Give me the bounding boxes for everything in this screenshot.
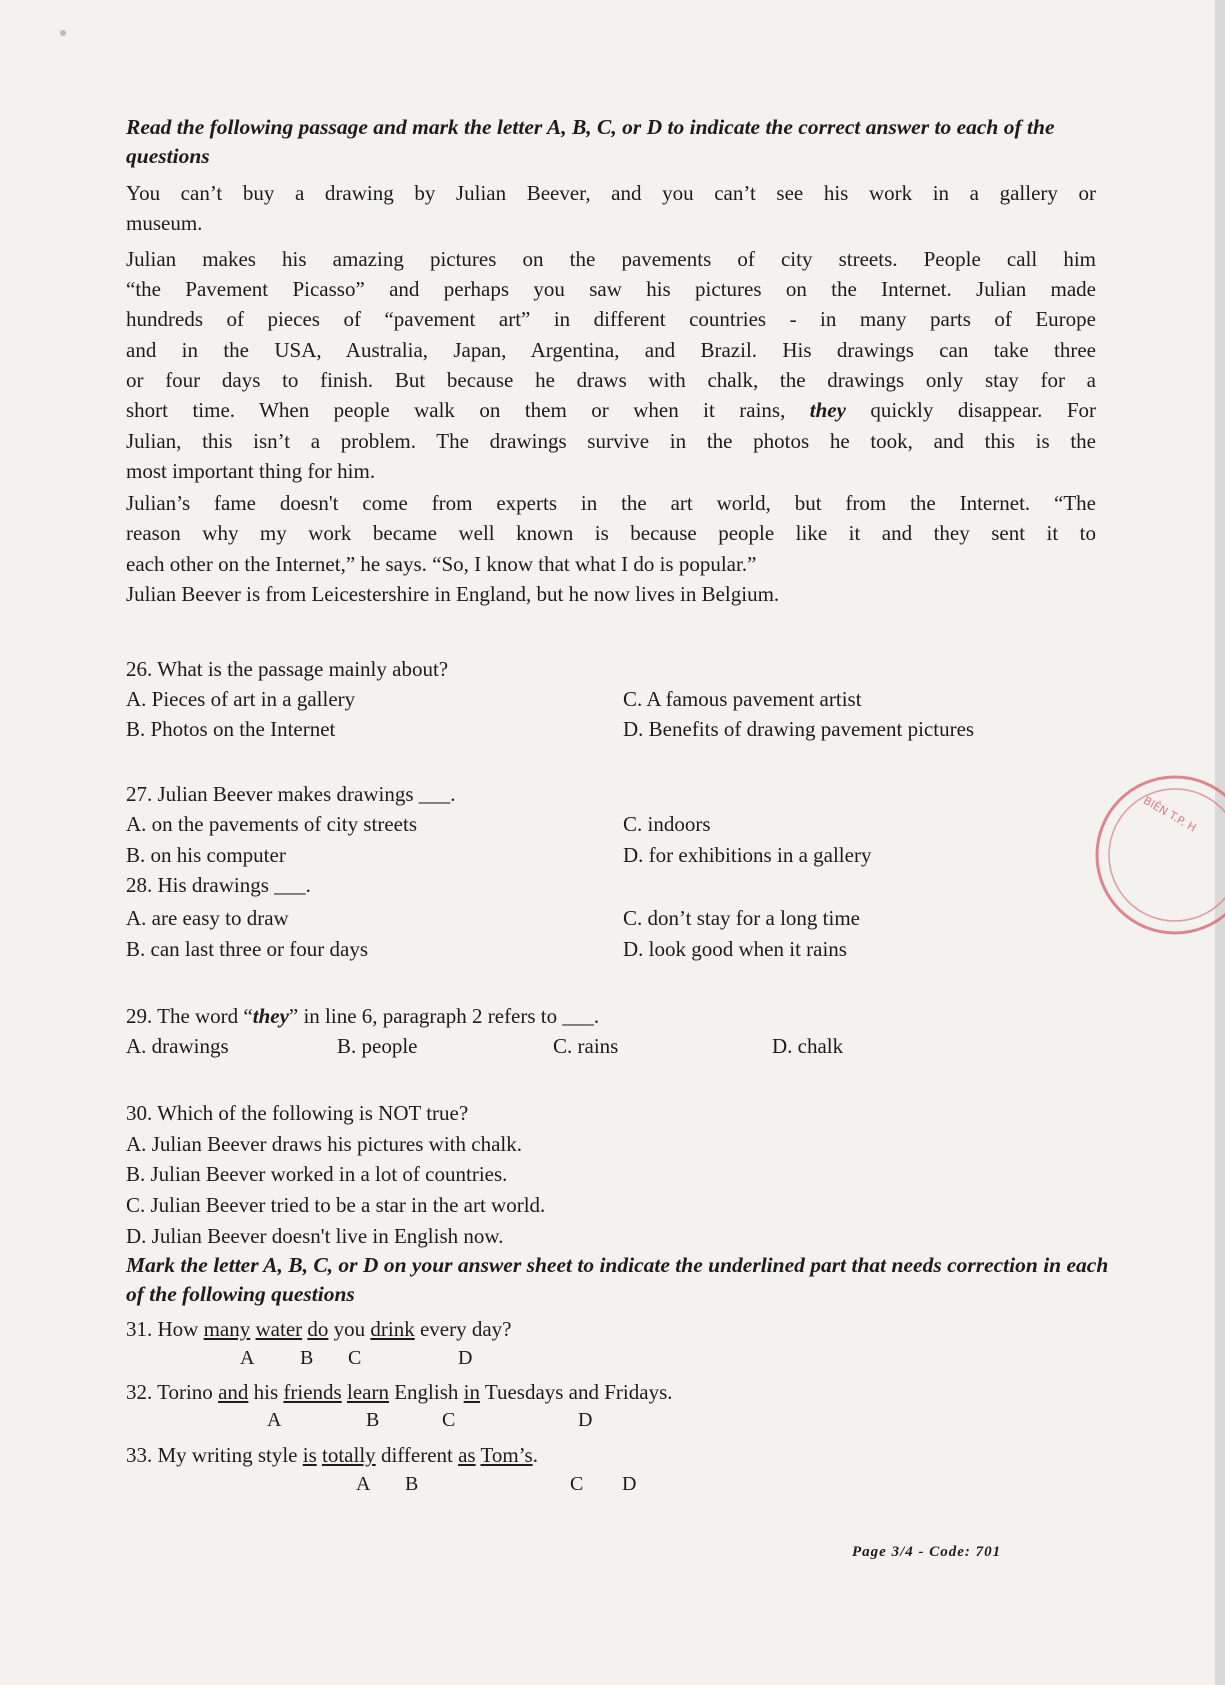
q32-text: 32. Torino: [126, 1380, 219, 1404]
q31-part-a[interactable]: many: [203, 1317, 251, 1341]
q28-option-a[interactable]: A. are easy to draw: [126, 906, 289, 930]
q33-part-b[interactable]: totally: [322, 1443, 376, 1467]
red-stamp: [1090, 770, 1225, 940]
q32-label-c: C: [442, 1409, 456, 1431]
q32-label-d: D: [578, 1409, 593, 1431]
q29-they-word: they: [252, 1004, 289, 1028]
q31-part-c[interactable]: do: [307, 1317, 329, 1341]
q33-label-b: B: [405, 1473, 419, 1495]
q30-option-b[interactable]: B. Julian Beever worked in a lot of countries.: [126, 1162, 508, 1186]
q33-part-c[interactable]: as: [458, 1443, 476, 1467]
page-footer: Page 3/4 - Code: 701: [852, 1544, 1002, 1560]
q27-option-a[interactable]: A. on the pavements of city streets: [126, 812, 418, 836]
q31-sentence: [126, 1315, 512, 1343]
q27-option-b[interactable]: B. on his computer: [126, 843, 286, 867]
q33-part-a[interactable]: is: [302, 1443, 317, 1467]
q27-option-d[interactable]: D. for exhibitions in a gallery: [623, 843, 872, 867]
q29-stem-text: 29. The word “: [126, 1004, 253, 1028]
q29-option-c[interactable]: C. rains: [553, 1034, 619, 1058]
q31-label-c: C: [348, 1347, 362, 1369]
scan-smudge: [60, 30, 66, 36]
q26-stem: 26. What is the passage mainly about?: [126, 657, 449, 681]
q29-option-d[interactable]: D. chalk: [772, 1034, 844, 1058]
q30-option-d[interactable]: D. Julian Beever doesn't live in English now.: [126, 1224, 504, 1248]
q26-option-b[interactable]: B. Photos on the Internet: [126, 717, 336, 741]
q33-text: 33. My writing style: [126, 1443, 303, 1467]
q30-option-c[interactable]: C. Julian Beever tried to be a star in the art world.: [126, 1193, 546, 1217]
q29-option-a[interactable]: A. drawings: [126, 1034, 229, 1058]
q31-text: 31. How: [126, 1317, 204, 1341]
passage-line: “the Pavement Picasso” and perhaps you saw his pictures on the Internet. Julian made: [126, 277, 1096, 301]
q28-option-d[interactable]: D. look good when it rains: [623, 937, 847, 961]
q26-option-c[interactable]: C. A famous pavement artist: [623, 687, 862, 711]
q26-option-a[interactable]: A. Pieces of art in a gallery: [126, 687, 356, 711]
q27-option-c[interactable]: C. indoors: [623, 812, 711, 836]
q32-part-b[interactable]: friends: [283, 1380, 342, 1404]
q32-text: Tuesdays and Fridays.: [479, 1380, 673, 1404]
passage-line: hundreds of pieces of “pavement art” in different countries - in many parts of Europe: [126, 307, 1096, 331]
they-word: they: [809, 398, 846, 422]
q32-label-a: A: [267, 1409, 282, 1431]
q31-text: every day?: [414, 1317, 512, 1341]
passage-line: or four days to finish. But because he draws with chalk, the drawings only stay for a: [126, 368, 1096, 392]
q33-sentence: [126, 1441, 538, 1469]
passage-line: most important thing for him.: [126, 459, 376, 483]
passage-line: and in the USA, Australia, Japan, Argentina, and Brazil. His drawings can take three: [126, 338, 1096, 362]
q28-option-b[interactable]: B. can last three or four days: [126, 937, 369, 961]
q30-option-a[interactable]: A. Julian Beever draws his pictures with chalk.: [126, 1132, 522, 1156]
passage-line: Julian Beever is from Leicestershire in England, but he now lives in Belgium.: [126, 582, 780, 606]
q33-text: different: [375, 1443, 459, 1467]
passage-line: reason why my work became well known is because people like it and they sent it to: [126, 521, 1096, 545]
passage-line: each other on the Internet,” he says. “So, I know that what I do is popular.”: [126, 552, 757, 576]
q32-sentence: [126, 1378, 673, 1406]
q33-label-d: D: [622, 1473, 637, 1495]
q31-label-b: B: [300, 1347, 314, 1369]
q29-option-b[interactable]: B. people: [337, 1034, 418, 1058]
q31-label-a: A: [240, 1347, 255, 1369]
q33-label-c: C: [570, 1473, 584, 1495]
q28-stem: 28. His drawings ___.: [126, 873, 311, 897]
q32-part-d[interactable]: in: [463, 1380, 480, 1404]
stamp-text: BIÊN T.P. H: [1141, 794, 1199, 835]
passage-line: Julian makes his amazing pictures on the pavements of city streets. People call him: [126, 247, 1096, 271]
q27-stem: 27. Julian Beever makes drawings ___.: [126, 782, 456, 806]
q26-option-d[interactable]: D. Benefits of drawing pavement pictures: [623, 717, 975, 741]
q33-text: .: [532, 1443, 538, 1467]
passage-text: quickly disappear. For: [870, 398, 1097, 422]
q31-part-b[interactable]: water: [255, 1317, 303, 1341]
q29-stem-text: ” in line 6, paragraph 2 refers to ___.: [288, 1004, 600, 1028]
passage-line: museum.: [126, 211, 203, 235]
q32-text: his: [248, 1380, 284, 1404]
q28-option-c[interactable]: C. don’t stay for a long time: [623, 906, 860, 930]
passage-line: Julian’s fame doesn't come from experts in the art world, but from the Internet. “The: [126, 491, 1096, 515]
q31-part-d[interactable]: drink: [370, 1317, 415, 1341]
reading-instruction: Read the following passage and mark the letter A, B, C, or D to indicate the correct answer to each of the questions: [126, 115, 1055, 168]
q32-part-c[interactable]: learn: [346, 1380, 389, 1404]
passage-line: You can’t buy a drawing by Julian Beever, and you can’t see his work in a gallery or: [126, 181, 1096, 205]
q31-label-d: D: [458, 1347, 473, 1369]
q29-stem: [126, 1002, 599, 1030]
passage-line: Julian, this isn’t a problem. The drawings survive in the photos he took, and this is the: [126, 429, 1096, 453]
q33-label-a: A: [356, 1473, 371, 1495]
q30-stem: 30. Which of the following is NOT true?: [126, 1101, 469, 1125]
passage-line-they: [126, 396, 1096, 424]
q32-part-a[interactable]: and: [218, 1380, 249, 1404]
error-id-instruction: Mark the letter A, B, C, or D on your answer sheet to indicate the underlined part that needs correction in each of the following questions: [126, 1253, 1109, 1306]
q32-label-b: B: [366, 1409, 380, 1431]
q31-text: you: [328, 1317, 371, 1341]
q33-part-d[interactable]: Tom’s: [480, 1443, 533, 1467]
q32-text: English: [388, 1380, 464, 1404]
passage-text: short time. When people walk on them or when it rains,: [126, 398, 786, 422]
